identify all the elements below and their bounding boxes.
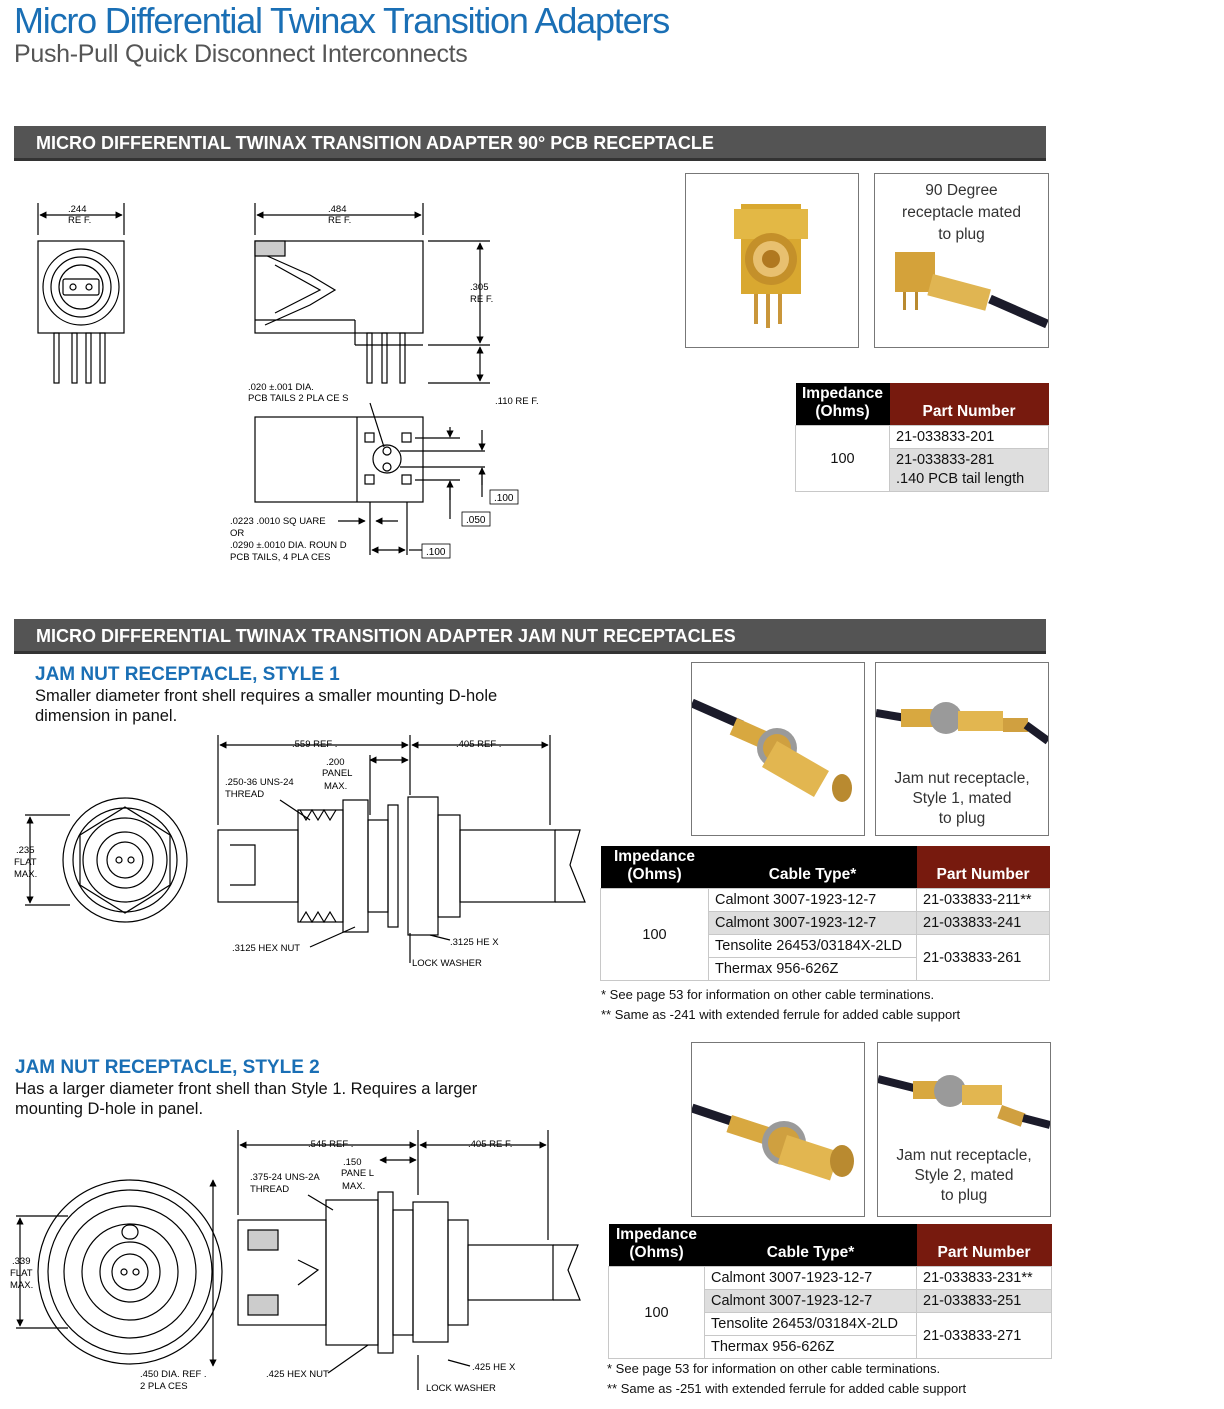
style2-drawing [8, 1130, 590, 1395]
table-row [601, 889, 1050, 912]
style2-receptacle-image [692, 1043, 864, 1216]
footnote: ** Same as -241 with extended ferrule for added cable support [601, 1007, 961, 1022]
col-part-number: Part Number [890, 383, 1049, 426]
dim-panel: PANE L [341, 1168, 375, 1179]
dim-diameter: .450 DIA. REF . [140, 1369, 207, 1380]
page-subtitle: Push-Pull Quick Disconnect Interconnects [14, 40, 468, 68]
caption-line: 90 Degree [925, 182, 998, 199]
part-cell: 21-033833-231** [917, 1267, 1052, 1290]
dim-washer: LOCK WASHER [412, 958, 482, 969]
header-line: Impedance [614, 848, 695, 865]
dim-diameter: 2 PLA CES [140, 1381, 188, 1392]
impedance-cell: 100 [609, 1267, 705, 1359]
caption-line: Jam nut receptacle, [894, 770, 1030, 787]
cable-cell: Tensolite 26453/03184X-2LD [705, 1313, 917, 1336]
dim-hex-nut: .3125 HEX NUT [232, 943, 301, 954]
cable-cell: Thermax 956-626Z [709, 958, 917, 981]
style1-title: JAM NUT RECEPTACLE, STYLE 1 [35, 664, 340, 685]
cable-cell: Calmont 3007-1923-12-7 [705, 1290, 917, 1313]
desc-line: mounting D-hole in panel. [15, 1100, 204, 1118]
dim-panel: .200 [326, 757, 345, 768]
dim-box-100: .100 [494, 493, 514, 504]
caption-line: receptacle mated [902, 204, 1021, 221]
dim-pcb-tails-places: PCB TAILS 2 PLA CE S [248, 393, 349, 404]
cable-cell: Calmont 3007-1923-12-7 [709, 912, 917, 935]
footnote: ** Same as -251 with extended ferrule for added cable support [607, 1381, 967, 1396]
dim-flat: MAX. [14, 869, 38, 880]
photo-style1-receptacle [691, 662, 865, 836]
dim-ref: RE F. [470, 294, 494, 305]
style2-mated-image [878, 1043, 1050, 1148]
part-cell: 21-033833-271 [917, 1313, 1052, 1359]
part-cell: 21-033833-261 [917, 935, 1050, 981]
caption-line: Style 2, mated [914, 1167, 1014, 1184]
style2-description [15, 1079, 555, 1119]
header-line: (Ohms) [627, 866, 682, 883]
pcb-receptacle-image [686, 174, 858, 347]
dim-hex-nut: .425 HEX NUT [266, 1369, 329, 1380]
impedance-cell: 100 [796, 426, 890, 492]
style1-description [35, 686, 555, 726]
cable-cell: Calmont 3007-1923-12-7 [709, 889, 917, 912]
dim-height: .305 [470, 282, 489, 293]
table-row [796, 426, 1049, 449]
part-note: .140 PCB tail length [896, 471, 1025, 487]
dim-thread: THREAD [250, 1184, 290, 1195]
photo-style2-mated [877, 1042, 1051, 1217]
header-line: Impedance [802, 385, 883, 402]
photo-pcb-receptacle [685, 173, 859, 348]
style1-mated-image [876, 663, 1048, 763]
col-part-number: Part Number [917, 846, 1050, 889]
caption-line: to plug [938, 810, 986, 827]
dim-panel: PANEL [322, 768, 353, 779]
header-line: Impedance [616, 1226, 697, 1243]
dim-ref: RE F. [68, 215, 92, 226]
col-cable-type: Cable Type* [705, 1224, 917, 1267]
part-number: 21-033833-281 [896, 452, 995, 468]
dim-ref: RE F. [328, 215, 352, 226]
style1-part-table [600, 846, 1050, 981]
caption-line: Jam nut receptacle, [896, 1147, 1032, 1164]
part-cell: 21-033833-251 [917, 1290, 1052, 1313]
impedance-cell: 100 [601, 889, 709, 981]
dim-square: .0223 .0010 SQ UARE [230, 516, 326, 527]
dim-flat: FLAT [10, 1268, 33, 1279]
pcb-part-table [795, 383, 1049, 492]
dim-box-050: .050 [466, 515, 486, 526]
dim-hex: .425 HE X [472, 1362, 516, 1373]
dim-washer: LOCK WASHER [426, 1383, 496, 1394]
dim-panel: .150 [343, 1157, 362, 1168]
col-impedance [601, 846, 709, 889]
dim-or: OR [230, 528, 245, 539]
col-cable-type: Cable Type* [709, 846, 917, 889]
style2-title: JAM NUT RECEPTACLE, STYLE 2 [15, 1057, 320, 1078]
dim-thread: THREAD [225, 789, 265, 800]
photo-pcb-mated [874, 173, 1049, 348]
caption-line: to plug [940, 1187, 988, 1204]
dim-flat: FLAT [14, 857, 37, 868]
col-impedance [796, 383, 890, 426]
dim-pcb-tails: .020 ±.001 DIA. [248, 382, 314, 393]
desc-line: Smaller diameter front shell requires a smaller mounting D-hole [35, 687, 498, 705]
photo-style1-mated [875, 662, 1049, 836]
dim-flat: .339 [12, 1256, 31, 1267]
part-cell: 21-033833-211** [917, 889, 1050, 912]
section-bar-pcb: MICRO DIFFERENTIAL TWINAX TRANSITION ADAPTER 90° PCB RECEPTACLE [14, 126, 1046, 161]
caption-line: to plug [938, 226, 985, 243]
table-row [609, 1267, 1052, 1290]
dim-box-100b: .100 [426, 547, 446, 558]
dim-thread: .250-36 UNS-24 [225, 777, 294, 788]
header-line: (Ohms) [629, 1244, 684, 1261]
dim-round: .0290 ±.0010 DIA. ROUN D [230, 540, 347, 551]
dim-tail: .110 RE F. [495, 396, 539, 407]
dim-length: .405 RE F. [468, 1139, 513, 1150]
page-title: Micro Differential Twinax Transition Adapters [14, 0, 669, 41]
dim-panel: MAX. [342, 1181, 366, 1192]
header-line: (Ohms) [815, 403, 870, 420]
caption-line: Style 1, mated [912, 790, 1012, 807]
dim-flat: MAX. [10, 1280, 34, 1291]
dim-pcb-tails-4: PCB TAILS, 4 PLA CES [230, 552, 331, 563]
dim-length: .405 REF . [456, 739, 502, 750]
style2-part-table [608, 1224, 1052, 1359]
dim-length: .545 REF . [308, 1139, 354, 1150]
dim-hex: .3125 HE X [450, 937, 499, 948]
dim-thread: .375-24 UNS-2A [250, 1172, 320, 1183]
section-bar-jam-nut: MICRO DIFFERENTIAL TWINAX TRANSITION ADAPTER JAM NUT RECEPTACLES [14, 619, 1046, 654]
dim-flat: .235 [16, 845, 35, 856]
col-impedance [609, 1224, 705, 1267]
style1-receptacle-image [692, 663, 864, 835]
col-part-number: Part Number [917, 1224, 1052, 1267]
dim-panel: MAX. [324, 781, 348, 792]
footnote: * See page 53 for information on other cable terminations. [607, 1361, 941, 1376]
dim-front-width: .244 [68, 204, 87, 215]
dim-length: .559 REF . [292, 739, 338, 750]
desc-line: dimension in panel. [35, 707, 178, 725]
cable-cell: Tensolite 26453/03184X-2LD [709, 935, 917, 958]
dim-side-width: .484 [328, 204, 347, 215]
footnote: * See page 53 for information on other cable terminations. [601, 987, 935, 1002]
part-cell: 21-033833-241 [917, 912, 1050, 935]
cable-cell: Thermax 956-626Z [705, 1336, 917, 1359]
pcb-receptacle-drawing [20, 195, 560, 575]
desc-line: Has a larger diameter front shell than Style 1. Requires a larger [15, 1080, 478, 1098]
photo-style2-receptacle [691, 1042, 865, 1217]
part-cell [890, 449, 1049, 492]
cable-cell: Calmont 3007-1923-12-7 [705, 1267, 917, 1290]
part-cell: 21-033833-201 [890, 426, 1049, 449]
style1-drawing [10, 735, 590, 975]
